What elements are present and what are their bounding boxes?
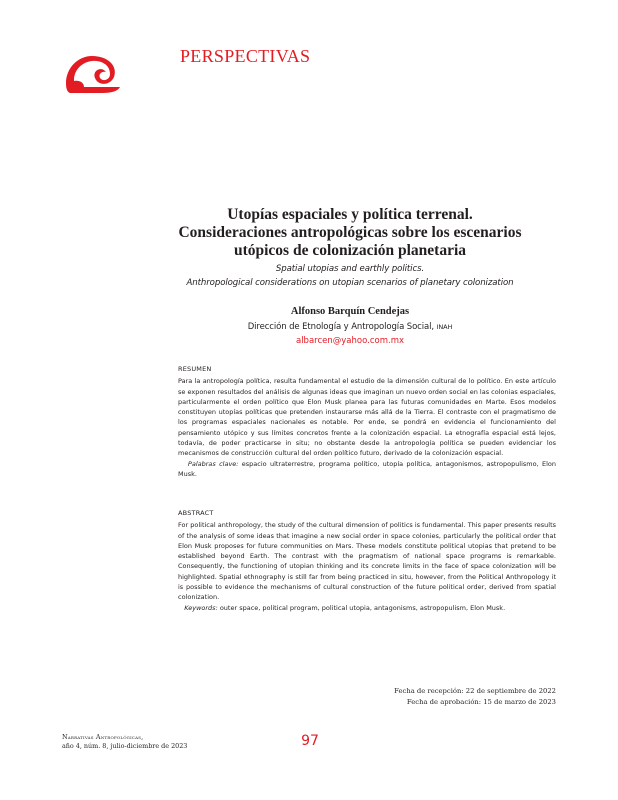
resumen-keywords xyxy=(178,459,556,480)
keywords-text: espacio ultraterrestre, programa político, utopía política, antagonismos, astropopulismo, Elon Musk. xyxy=(178,459,556,478)
section-label: PERSPECTIVAS xyxy=(180,46,311,66)
abstract-body: For political anthropology, the study of the cultural dimension of politics is fundamental. This paper presents results of the analysis of some ideas that imagine a new social order in space colonies, particularly the political order that Elon Musk proposes for future communities on Mars. These models constitute political utopias that pretend to be established beyond Earth. The contrast with the pragmatism of national space programs is remarkable. Consequently, the functioning of utopian thinking and its concrete limits in the face of space colonization will be highlighted. Spatial ethnography is still far from being practiced in situ, however, from the Political Anthropology it is possible to evidence the mechanisms of cultural construction of the future political order, derived from spatial colonization. xyxy=(178,521,556,602)
submission-dates xyxy=(300,686,556,708)
spiral-swirl-logo-icon xyxy=(62,50,124,94)
journal-issue: año 4, núm. 8, julio-diciembre de 2023 xyxy=(62,742,188,750)
resumen-section xyxy=(178,364,556,479)
title-line: Consideraciones antropológicas sobre los escenarios xyxy=(178,224,522,241)
article-title-english xyxy=(150,262,550,290)
title-en-line: Spatial utopias and earthly politics. xyxy=(275,264,425,274)
title-line: Utopías espaciales y política terrenal. xyxy=(227,206,473,223)
approved-date: Fecha de aprobación: 15 de marzo de 2023 xyxy=(406,698,556,706)
abstract-section xyxy=(178,508,556,613)
title-en-line: Anthropological considerations on utopian scenarios of planetary colonization xyxy=(186,278,514,288)
title-line: utópicos de colonización planetaria xyxy=(233,242,467,259)
article-title xyxy=(150,206,550,260)
resumen-body: Para la antropología política, resulta fundamental el estudio de la dimensión cultural de lo político. En este artículo se exponen resultados del análisis de algunas ideas que imaginan un nuevo orden social en las colonias espaciales, particularmente el orden político que Elon Musk planea para las futuras comunidades en Marte. Esos modelos constituyen utopías políticas que pretenden instaurarse más allá de la Tierra. El contraste con el pragmatismo de los programas espaciales nacionales es notable. Por ende, se pondrá en evidencia el funcionamiento del pensamiento utópico y sus límites concretos frente a la colonización espacial. La etnografía espacial está lejos, todavía, de poder practicarse in situ; no obstante desde la antropología política se pueden evidenciar los mecanismos de construcción cultural del orden político futuro, derivado de la colonización espacial. xyxy=(178,377,556,458)
abstract-keywords xyxy=(178,603,556,613)
affiliation-text: Dirección de Etnología y Antropología Social, xyxy=(247,322,434,332)
resumen-heading: RESUMEN xyxy=(178,365,212,373)
abstract-heading: ABSTRACT xyxy=(178,509,214,517)
keywords-label: Palabras clave: xyxy=(187,459,239,468)
keywords-label: Keywords: xyxy=(184,603,218,612)
author-email[interactable]: albarcen@yahoo.com.mx xyxy=(295,336,405,346)
author-affiliation xyxy=(150,322,550,332)
affiliation-abbr: INAH xyxy=(436,323,453,331)
received-date: Fecha de recepción: 22 de septiembre de 2022 xyxy=(394,687,556,695)
journal-name: Narrativas Antropológicas, xyxy=(62,733,144,741)
author-name: Alfonso Barquín Cendejas xyxy=(290,306,410,317)
journal-info xyxy=(62,733,187,751)
keywords-text: outer space, political program, political utopia, antagonisms, astropopulism, Elon Musk. xyxy=(219,603,506,612)
page-number: 97 xyxy=(301,733,319,749)
